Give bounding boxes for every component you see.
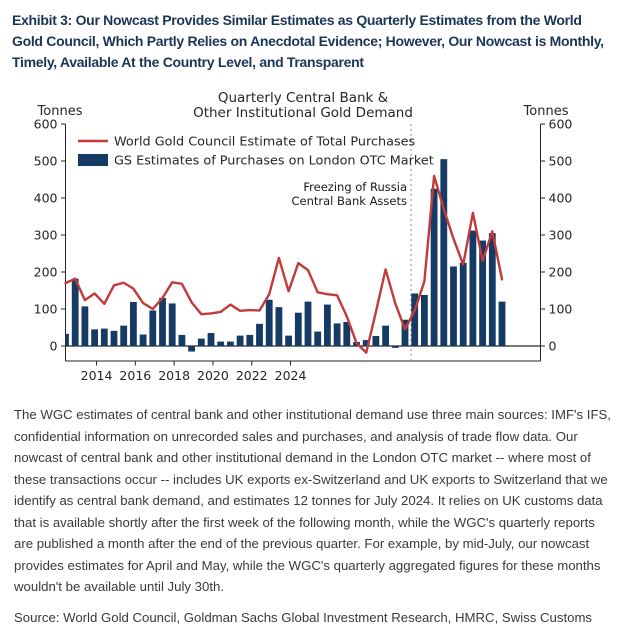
gs-bar — [334, 323, 341, 346]
gs-bar — [382, 326, 389, 346]
gs-bar — [460, 263, 467, 346]
left-y-tick-label: 300 — [33, 227, 58, 243]
gs-bar — [450, 266, 457, 346]
gs-bar — [440, 159, 447, 346]
chart-footnote: The WGC estimates of central bank and other institutional demand use three main sources: IMF's IFS, confidential information on unrecorded sales and purchases, and analysis of trade flow data. Our nowcast of central bank and other institutional demand in the London OTC market -- where most of these transactions occur -- includes UK exports ex-Switzerland and UK exports to Switzerland that we identify as central bank demand, and estimates 12 tonnes for July 2024. It relies on UK customs data that is available shortly after the first week of the following month, while the WGC's quarterly reports are published a month after the end of the previous quarter. For example, by mid-July, our nowcast provides estimates for April and May, while the WGC's quarterly aggregated figures for these months wouldn't be available until July 30th. — [14, 407, 611, 594]
right-y-tick-label: 400 — [548, 190, 573, 206]
gs-bar — [91, 329, 98, 346]
gs-bar — [140, 335, 147, 346]
left-y-tick-label: 200 — [33, 264, 58, 280]
gs-bar — [217, 342, 224, 346]
source-line: Source: World Gold Council, Goldman Sachs Global Investment Research, HMRC, Swiss Customs — [14, 609, 593, 625]
gs-bar — [266, 300, 273, 346]
left-y-tick-label: 0 — [49, 338, 58, 354]
chart-figure — [0, 88, 627, 390]
central-bank-demand-chart — [0, 88, 627, 390]
gs-bar — [111, 331, 118, 346]
exhibit-title: Exhibit 3: Our Nowcast Provides Similar Estimates as Quarterly Estimates from the World Gold Council, Which Partly Relies on Anecdotal Evidence; However, Our Nowcast is Monthly, Timely, Available At the Country Level, and Transparent — [12, 12, 604, 70]
x-tick-label: 2016 — [119, 368, 152, 383]
gs-bar — [198, 339, 205, 346]
gs-bar — [499, 302, 506, 346]
gs-bar — [208, 333, 215, 346]
x-tick-label: 2014 — [80, 368, 113, 383]
left-axis-unit-label: Tonnes — [37, 104, 83, 119]
right-y-tick-label: 600 — [548, 116, 573, 132]
gs-bar — [130, 302, 137, 346]
gs-bar — [276, 307, 283, 346]
legend-line-label: World Gold Council Estimate of Total Purchases — [114, 134, 416, 150]
gs-bar — [285, 336, 292, 346]
gs-bar — [72, 279, 79, 346]
x-tick-label: 2018 — [158, 368, 191, 383]
gs-bar — [324, 305, 331, 346]
gs-bar — [489, 233, 496, 346]
right-y-tick-label: 500 — [548, 153, 573, 169]
gs-bar — [246, 335, 253, 346]
gs-bar — [169, 303, 176, 346]
gs-bar — [295, 313, 302, 346]
left-y-tick-label: 100 — [33, 301, 58, 317]
gs-bar — [82, 306, 89, 346]
legend-bar-swatch — [78, 154, 108, 166]
annotation-line1: Freezing of Russia — [303, 180, 407, 194]
gs-bar — [470, 231, 477, 346]
chart-title-line2: Other Institutional Gold Demand — [193, 105, 413, 121]
gs-bar — [149, 310, 156, 346]
right-axis-unit-label: Tonnes — [523, 104, 569, 119]
gs-bar — [314, 332, 321, 346]
chart-title-line1: Quarterly Central Bank & — [217, 90, 389, 106]
annotation-line2: Central Bank Assets — [291, 194, 407, 208]
left-y-tick-label: 600 — [33, 116, 58, 132]
gs-bar — [421, 295, 428, 346]
gs-bar — [227, 342, 234, 346]
gs-bar — [237, 336, 244, 346]
gs-bar — [120, 326, 127, 346]
gs-bar — [373, 336, 380, 346]
gs-bar — [392, 346, 399, 348]
gs-bar — [256, 324, 263, 346]
x-tick-label: 2024 — [274, 368, 307, 383]
gs-bar — [66, 334, 69, 346]
right-y-tick-label: 0 — [548, 338, 557, 354]
right-y-tick-label: 300 — [548, 227, 573, 243]
report-page — [0, 10, 627, 625]
legend-bar-label: GS Estimates of Purchases on London OTC Market — [114, 153, 434, 169]
x-tick-label: 2022 — [235, 368, 268, 383]
gs-bar — [101, 329, 108, 346]
x-tick-label: 2020 — [197, 368, 229, 383]
right-y-tick-label: 200 — [548, 264, 573, 280]
left-y-tick-label: 500 — [33, 153, 58, 169]
gs-bar — [188, 346, 195, 352]
gs-bar — [179, 335, 186, 346]
left-y-tick-label: 400 — [33, 190, 58, 206]
gs-bar — [159, 298, 166, 346]
right-y-tick-label: 100 — [548, 301, 573, 317]
gs-bar — [305, 302, 312, 346]
